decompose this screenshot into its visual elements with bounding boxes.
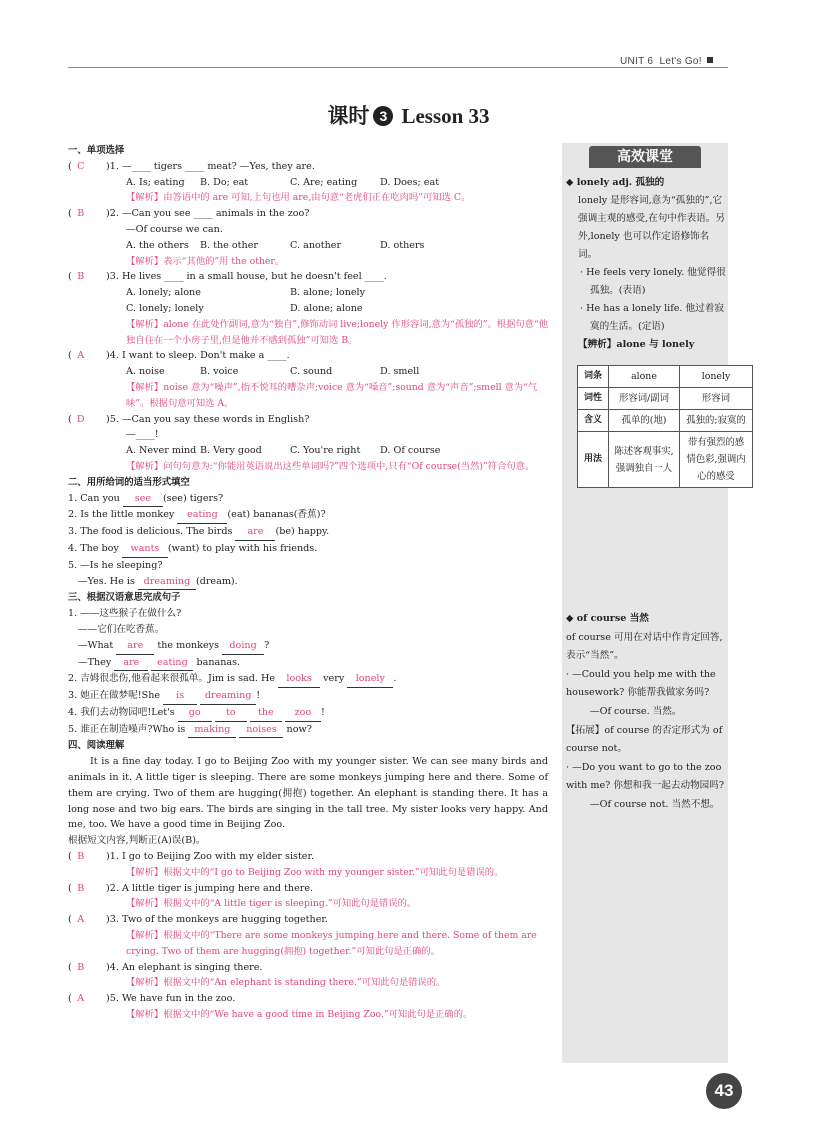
note-heading: ◆ of course 当然 [566, 613, 649, 624]
translate-item: 1. ——这些猴子在做什么? [68, 608, 182, 620]
analysis: 【解析】由答语中的 are 可知,上句也用 are,由句意“老虎们正在吃肉吗”可知选 C。 [126, 192, 471, 204]
analysis: 【解析】根据文中的“A little tiger is sleeping.”可知此句是错误的。 [126, 898, 417, 910]
options: A. the others B. the other C. another D. others [126, 239, 425, 251]
note-heading: 【辨析】alone 与 lonely [578, 339, 695, 350]
table-cell: 陈述客观事实,强调独自一人 [609, 432, 680, 488]
question: ( C )1. —____ tigers ____ meat? —Yes, they are. [68, 160, 315, 172]
section-heading: 三、根据汉语意思完成句子 [68, 592, 181, 604]
fill-item: 1. Can you see (see) tigers? [68, 491, 548, 508]
running-header: UNIT 6 Let's Go! [620, 56, 713, 67]
table-cell: 带有强烈的感情色彩,强调内心的感受 [680, 432, 753, 488]
note-example: —Of course. 当然。 [590, 705, 682, 717]
translate-item: ——它们在吃香蕉。 [78, 623, 165, 635]
options: A. noise B. voice C. sound D. smell [126, 366, 420, 378]
analysis: 【解析】noise 意为“噪声”,指不悦耳的嘈杂声;voice 意为“嗓音”;sound 意为“声音”;smell 意为“气味”。根据句意可知选 A。 [126, 381, 538, 409]
note-text: 【拓展】of course 的否定形式为 of course not。 [566, 724, 723, 755]
note-example: · —Do you want to go to the zoo with me? 你想和我一起去动物园吗? [566, 761, 725, 792]
question: ( B )4. An elephant is singing there. [68, 961, 263, 973]
translate-item: 2. 吉姆很悲伤,他看起来很孤单。Jim is sad. He looks very lonely . [68, 671, 548, 688]
table-cell: 形容词/副词 [609, 388, 680, 410]
table-cell: 用法 [578, 432, 609, 488]
question: ( B )2. —Can you see ____ animals in the zoo? [68, 208, 310, 220]
page-number: 43 [706, 1073, 742, 1109]
section-heading: 一、单项选择 [68, 145, 125, 156]
note-text: lonely 是形容词,意为“孤独的”,它强调主观的感受,在句中作表语。另外,lonely 也可以作定语修饰名词。 [578, 195, 725, 260]
note-heading: ◆ lonely adj. 孤独的 [566, 177, 665, 188]
analysis: 【解析】根据文中的“I go to Beijing Zoo with my younger sister.”可知此句是错误的。 [126, 866, 504, 878]
section-heading: 四、阅读理解 [68, 740, 125, 752]
question: ( A )4. I want to sleep. Don't make a ____. [68, 350, 290, 362]
fill-item: 3. The food is delicious. The birds are (be) happy. [68, 524, 548, 541]
question: ( A )3. Two of the monkeys are hugging together. [68, 914, 328, 926]
question: ( A )5. We have fun in the zoo. [68, 993, 236, 1005]
question: ( B )1. I go to Beijing Zoo with my elder sister. [68, 851, 315, 863]
question: ( D )5. —Can you say these words in English? [68, 413, 310, 425]
question: ( B )2. A little tiger is jumping here and there. [68, 882, 314, 894]
fill-item: 4. The boy wants (want) to play with his friends. [68, 541, 548, 558]
fill-item: —Yes. He is dreaming (dream). [68, 574, 548, 591]
options: A. lonely; alone B. alone; lonely [126, 287, 366, 299]
translate-item: —What are the monkeys doing ? [68, 638, 548, 655]
analysis: 【解析】alone 在此处作副词,意为“独自”,修饰动词 live;lonely 作形容词,意为“孤独的”。根据句意“他独自住在一个小房子里,但是他并不感到孤独”可知选 B。 [126, 318, 549, 346]
table-cell: lonely [680, 366, 753, 388]
fill-item: 5. —Is he sleeping? [68, 559, 163, 571]
note-example: —Of course not. 当然不想。 [590, 798, 720, 810]
section-heading: 二、用所给词的适当形式填空 [68, 476, 190, 488]
translate-item: 4. 我们去动物园吧!Let's go to the zoo ! [68, 705, 548, 722]
table-cell: 词性 [578, 388, 609, 410]
note-example: · He feels very lonely. 他觉得很孤独。(表语) [580, 267, 726, 296]
table-row [578, 410, 753, 432]
table-cell: alone [609, 366, 680, 388]
note-text: of course 可用在对话中作肯定回答,表示“当然”。 [566, 631, 723, 662]
reply: —____! [126, 429, 159, 441]
table-cell: 形容词 [680, 388, 753, 410]
note-example: · He has a lonely life. 他过着寂寞的生活。(定语) [580, 303, 724, 332]
table-row [578, 432, 753, 488]
table-cell: 孤单的(地) [609, 410, 680, 432]
table-cell: 孤独的;寂寞的 [680, 410, 753, 432]
sidebar-of-course [566, 610, 728, 815]
options: C. lonely; lonely D. alone; alone [126, 302, 363, 314]
options: A. Never mind B. Very good C. You're right D. Of course [126, 445, 441, 457]
table-cell: 词条 [578, 366, 609, 388]
comparison-table [577, 365, 753, 488]
instruction: 根据短文内容,判断正(A)误(B)。 [68, 835, 206, 847]
table-cell: 含义 [578, 410, 609, 432]
header-rule [68, 67, 728, 68]
reading-passage: It is a fine day today. I go to Beijing Zoo with my younger sister. We can see many birds and animals in it. A little tiger is sleeping. There are some monkeys jumping here and there. Some of them are crying. Two of them are hugging(拥抱) together. An elephant is standing there. It has a long nose and two big ears. The birds are singing in the tall tree. My sister looks very happy. And me, too. We have a good time in Beijing Zoo. [68, 756, 548, 831]
question: ( B )3. He lives ____ in a small house, but he doesn't feel ____. [68, 271, 387, 283]
analysis: 【解析】根据文中的“An elephant is standing there.”可知此句是错误的。 [126, 977, 446, 989]
page-title: 课时 3 Lesson 33 [327, 104, 490, 128]
analysis: 【解析】根据文中的“We have a good time in Beijing Zoo.”可知此句是正确的。 [126, 1009, 473, 1021]
fill-item: 2. Is the little monkey eating (eat) bananas(香蕉)? [68, 507, 548, 524]
translate-item: 3. 她正在做梦呢!She is dreaming ! [68, 688, 548, 705]
table-row [578, 388, 753, 410]
note-example: · —Could you help me with the housework? 你能帮我做家务吗? [566, 668, 716, 699]
main-column [68, 143, 548, 1023]
sidebar-lonely [566, 174, 728, 354]
translate-item: 5. 谁正在制造噪声?Who is making noises now? [68, 722, 548, 739]
options: A. Is; eating B. Do; eat C. Are; eating D. Does; eat [126, 176, 440, 188]
analysis: 【解析】表示“其他的”用 the other。 [126, 255, 285, 267]
analysis: 【解析】根据文中的“There are some monkeys jumping here and there. Some of them are crying. Two of them are hugging(拥抱) together.”可知此句是正确的。 [126, 930, 537, 957]
analysis: 【解析】问句句意为:“你能用英语说出这些单词吗?”四个选项中,只有“Of course(当然)”符合句意。 [126, 460, 535, 472]
sidebar-banner: 高效课堂 [589, 146, 701, 168]
table-row [578, 366, 753, 388]
reply: —Of course we can. [126, 223, 223, 235]
translate-item: —They are eating bananas. [68, 655, 548, 672]
